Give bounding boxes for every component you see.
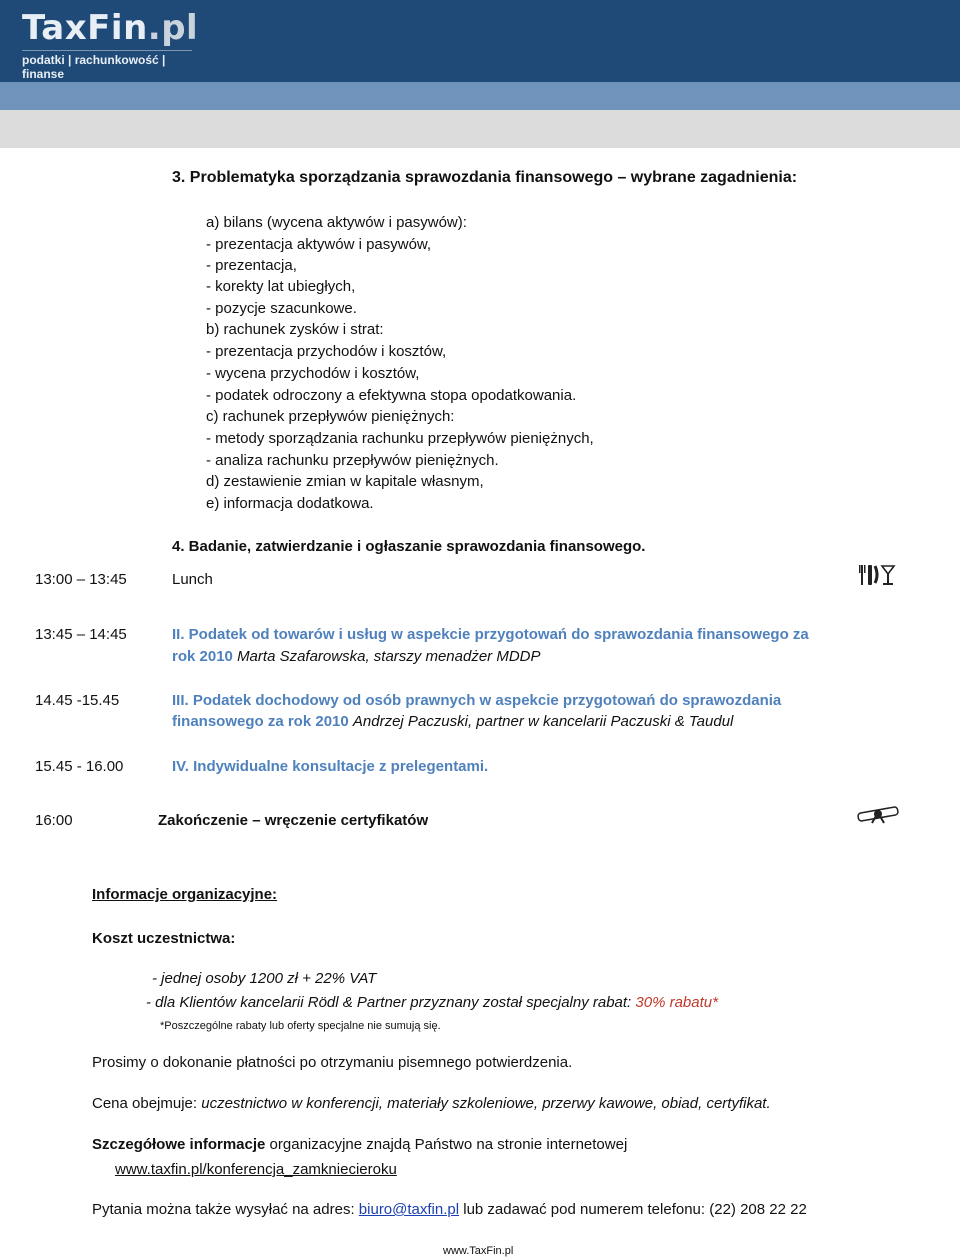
cost-label: Koszt uczestnictwa:	[92, 930, 236, 947]
contact-suffix: lub zadawać pod numerem telefonu: (22) 208 22 22	[459, 1201, 807, 1218]
session-2-speaker: Marta Szafarowska, starszy menadżer MDDP	[237, 648, 541, 665]
discount-footnote: *Poszczególne rabaty lub oferty specjalne nie sumują się.	[160, 1020, 441, 1032]
header-accent-bar	[0, 82, 960, 110]
agenda-line: - metody sporządzania rachunku przepływów pieniężnych,	[206, 430, 594, 447]
details-bold: Szczegółowe informacje	[92, 1136, 266, 1153]
agenda-line: - pozycje szacunkowe.	[206, 300, 357, 317]
header-gray-bar	[0, 110, 960, 148]
session-2-time: 13:45 – 14:45	[35, 626, 127, 643]
lunch-label: Lunch	[172, 571, 213, 588]
session-3-time: 14.45 -15.45	[35, 692, 120, 709]
contact-prefix: Pytania można także wysyłać na adres:	[92, 1201, 359, 1218]
session-3-title-cont: finansowego za rok 2010	[172, 713, 349, 730]
closing-label: Zakończenie – wręczenie certyfikatów	[158, 812, 429, 829]
agenda-line: e) informacja dodatkowa.	[206, 495, 374, 512]
agenda-line: d) zestawienie zmian w kapitale własnym,	[206, 473, 484, 490]
session-4-title: IV. Indywidualne konsultacje z prelegentami.	[172, 758, 489, 775]
agenda-line: - wycena przychodów i kosztów,	[206, 365, 420, 382]
session-3-line-2	[172, 712, 733, 732]
agenda-line: c) rachunek przepływów pieniężnych:	[206, 408, 455, 425]
discount-line	[146, 993, 718, 1013]
agenda-item-4-heading: 4. Badanie, zatwierdzanie i ogłaszanie sprawozdania finansowego.	[172, 538, 646, 555]
contact-line	[92, 1200, 807, 1220]
session-3-speaker: Andrzej Paczuski, partner w kancelarii Paczuski & Taudul	[352, 713, 734, 730]
agenda-line: - prezentacja,	[206, 257, 297, 274]
info-heading: Informacje organizacyjne:	[92, 886, 278, 903]
discount-value: 30% rabatu*	[635, 994, 718, 1011]
taxfin-logo[interactable]	[22, 8, 198, 81]
agenda-line: - korekty lat ubiegłych,	[206, 278, 356, 295]
logo-subtitle: podatki | rachunkowość | finanse	[22, 50, 192, 81]
includes-value: uczestnictwo w konferencji, materiały szkoleniowe, przerwy kawowe, obiad, certyfikat.	[201, 1095, 771, 1112]
agenda-line: - prezentacja aktywów i pasywów,	[206, 236, 432, 253]
lunch-time: 13:00 – 13:45	[35, 571, 127, 588]
certificate-scroll-icon	[856, 802, 902, 824]
agenda-line: - analiza rachunku przepływów pieniężnych.	[206, 452, 499, 469]
discount-text: - dla Klientów kancelarii Rödl & Partner przyznany został specjalny rabat:	[146, 994, 636, 1011]
session-2-title-cont: rok 2010	[172, 648, 233, 665]
cutlery-glass-icon	[858, 563, 898, 587]
session-3-title: III. Podatek dochodowy od osób prawnych w aspekcie przygotowań do sprawozdania	[172, 692, 782, 709]
agenda-line: - prezentacja przychodów i kosztów,	[206, 343, 447, 360]
details-line	[92, 1135, 627, 1155]
agenda-line: - podatek odroczony a efektywna stopa opodatkowania.	[206, 387, 577, 404]
closing-time: 16:00	[35, 812, 73, 829]
agenda-item-3-heading: 3. Problematyka sporządzania sprawozdania finansowego – wybrane zagadnienia:	[172, 169, 798, 186]
session-2-line-2	[172, 647, 540, 667]
price-line: - jednej osoby 1200 zł + 22% VAT	[152, 970, 377, 987]
agenda-line: b) rachunek zysków i strat:	[206, 321, 384, 338]
payment-note: Prosimy o dokonanie płatności po otrzymaniu pisemnego potwierdzenia.	[92, 1054, 573, 1071]
price-includes	[92, 1094, 771, 1114]
session-4-time: 15.45 - 16.00	[35, 758, 124, 775]
details-url-link[interactable]: www.taxfin.pl/konferencja_zamkniecieroku	[115, 1161, 397, 1178]
session-2-title: II. Podatek od towarów i usług w aspekcie przygotowań do sprawozdania finansowego za	[172, 626, 809, 643]
page-header	[0, 0, 960, 82]
details-rest: organizacyjne znajdą Państwo na stronie internetowej	[265, 1136, 628, 1153]
footer-site: www.TaxFin.pl	[443, 1245, 514, 1257]
email-link[interactable]: biuro@taxfin.pl	[358, 1201, 460, 1218]
includes-label: Cena obejmuje:	[92, 1095, 202, 1112]
logo-title: TaxFin.pl	[22, 8, 199, 48]
agenda-line: a) bilans (wycena aktywów i pasywów):	[206, 214, 467, 231]
